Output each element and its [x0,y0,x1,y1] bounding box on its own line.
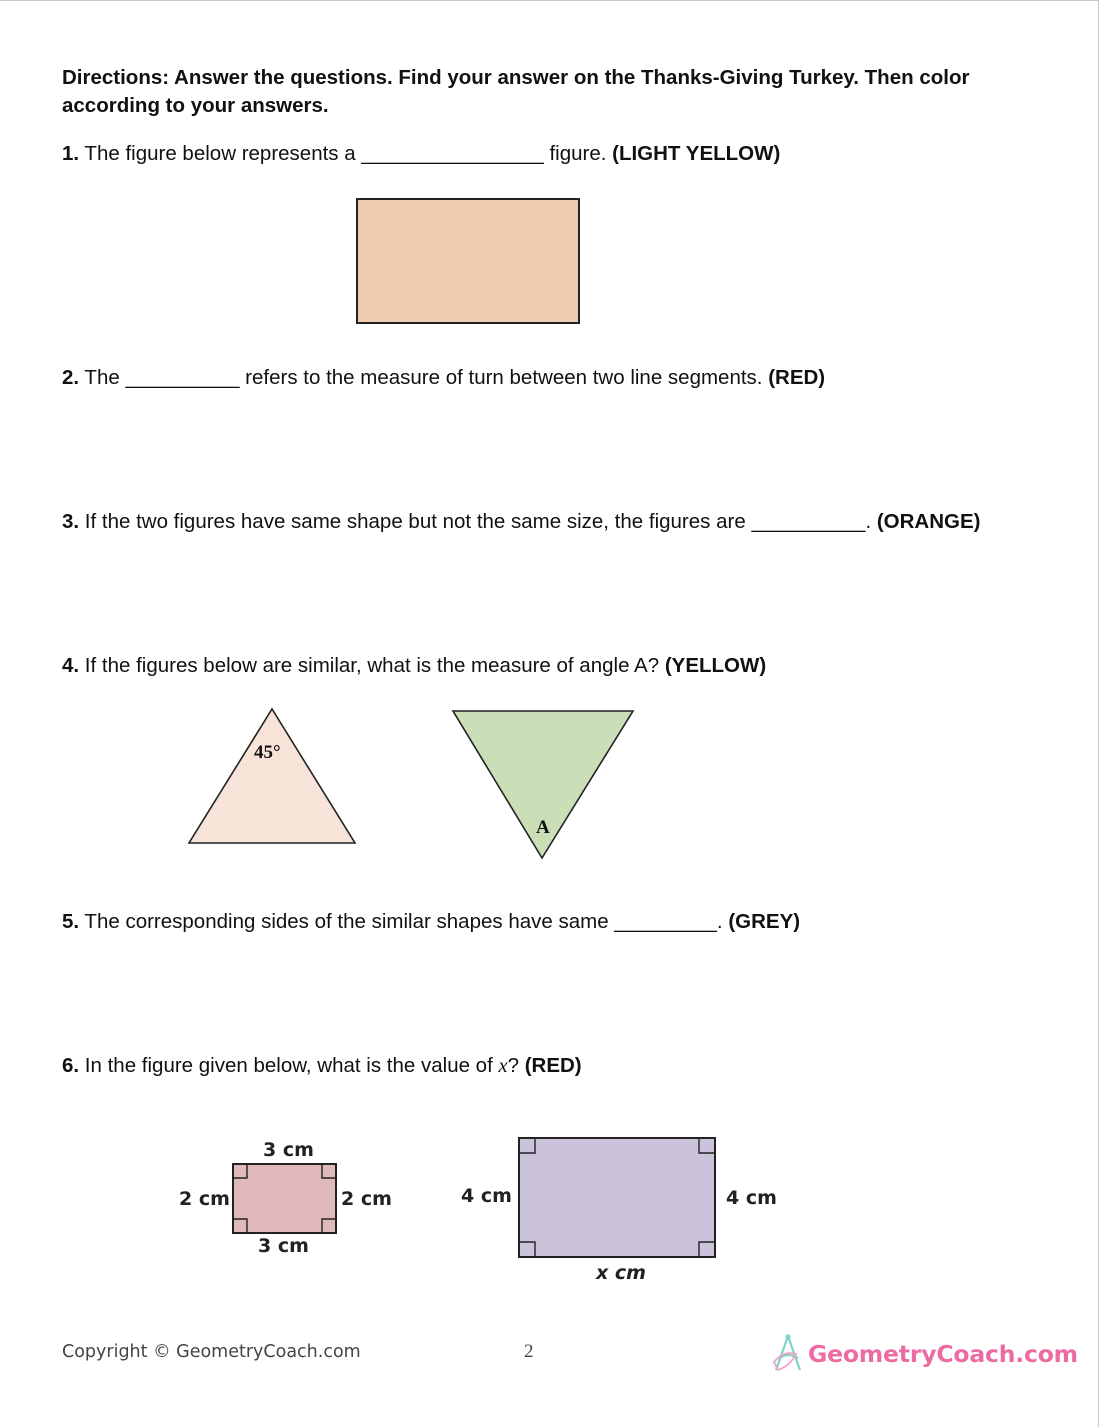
small-top-label: 3 cm [263,1139,314,1161]
question-number: 2. [62,366,80,389]
q4-small-triangle [189,709,355,843]
question-number: 5. [62,910,80,933]
question-text: If the two figures have same shape but not the same size, the figures are [79,510,752,533]
question-number: 3. [62,510,80,533]
large-left-label: 4 cm [461,1185,512,1207]
page-number: 2 [524,1341,534,1362]
question-number: 6. [62,1054,80,1077]
answer-blank[interactable]: ________________ [361,142,544,165]
large-bottom-label: x cm [596,1262,646,1284]
answer-blank[interactable]: __________ [751,510,866,533]
small-right-label: 2 cm [341,1188,392,1210]
large-right-label: 4 cm [726,1187,777,1209]
answer-blank[interactable]: _________ [614,910,717,933]
copyright-text: Copyright © GeometryCoach.com [62,1342,361,1362]
color-tag: (RED) [524,1054,582,1077]
q6-small-rectangle-group [233,1164,336,1233]
question-text: In the figure given below, what is the value of [79,1054,499,1077]
small-left-label: 2 cm [179,1188,230,1210]
variable-x: x [498,1055,508,1077]
angle-a-label: A [536,817,550,838]
brand-logo [770,1332,1078,1376]
question-text: The figure below represents a [79,142,362,165]
small-bottom-label: 3 cm [258,1235,309,1257]
question-text: If the figures below are similar, what is the measure of angle A? [79,654,665,677]
brand-name: GeometryCoach.com [808,1340,1078,1368]
answer-blank[interactable]: __________ [125,366,240,389]
compass-logo-icon [770,1332,806,1376]
question-text-after: refers to the measure of turn between two line segments. [239,366,769,389]
question-text: The corresponding sides of the similar shapes have same [79,910,615,933]
directions-text: Directions: Answer the questions. Find your answer on the Thanks-Giving Turkey. Then color according to your answers. [62,66,970,117]
color-tag: (YELLOW) [664,654,767,677]
question-text-after: figure. [543,142,613,165]
question-number: 4. [62,654,80,677]
color-tag: (ORANGE) [876,510,981,533]
q6-large-rectangle-group [519,1138,715,1257]
question-number: 1. [62,142,80,165]
question-text: The [79,366,126,389]
angle-45-label: 45° [254,742,281,763]
q6-large-rectangle [519,1138,715,1257]
color-tag: (GREY) [728,910,801,933]
question-text-after: . [865,510,877,533]
color-tag: (RED) [768,366,826,389]
question-text-after: ? [507,1054,525,1077]
color-tag: (LIGHT YELLOW) [612,142,781,165]
q1-rectangle [357,199,579,323]
question-text-after: . [716,910,729,933]
q6-small-rectangle [233,1164,336,1233]
